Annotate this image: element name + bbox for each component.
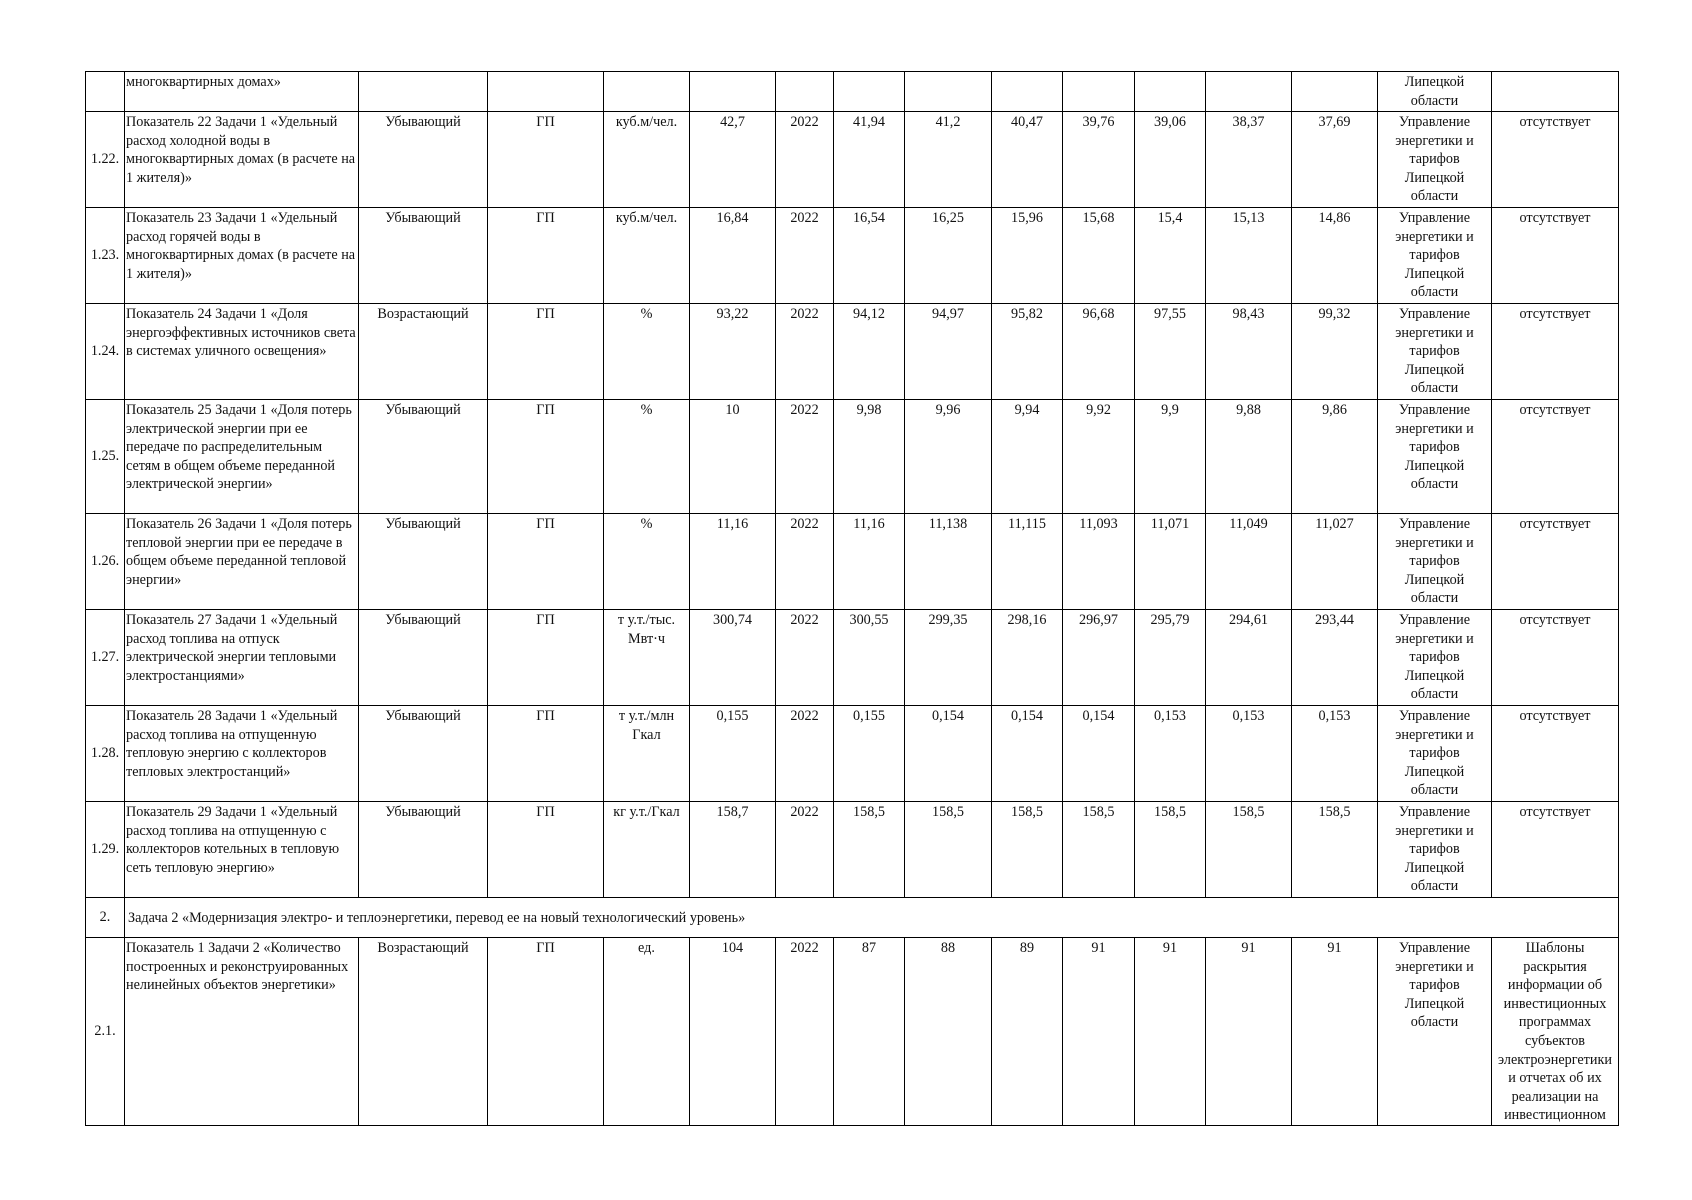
- cell-v3: 15,96: [992, 208, 1063, 304]
- cell-base: 93,22: [690, 304, 776, 400]
- task-title: Задача 2 «Модернизация электро- и теплоэнергетики, перевод ее на новый технологический уровень»: [125, 898, 1619, 938]
- cell-v3: 0,154: [992, 706, 1063, 802]
- cell-v1: 9,98: [834, 400, 905, 514]
- cell-v3: 298,16: [992, 610, 1063, 706]
- cell-trend: Убывающий: [359, 400, 488, 514]
- cell-level: ГП: [488, 400, 604, 514]
- cell-v7: 158,5: [1292, 802, 1378, 898]
- cell-v3: [992, 72, 1063, 112]
- cell-system: отсутствует: [1492, 208, 1619, 304]
- cell-unit: %: [604, 514, 690, 610]
- cell-responsible: Управление энергетики и тарифов Липецкой области: [1378, 112, 1492, 208]
- task-row: [86, 898, 1619, 938]
- cell-unit: кг у.т./Гкал: [604, 802, 690, 898]
- cell-responsible: Управление энергетики и тарифов Липецкой области: [1378, 706, 1492, 802]
- cell-unit: ед.: [604, 938, 690, 1126]
- cell-unit: куб.м/чел.: [604, 208, 690, 304]
- table-row: [86, 304, 1619, 400]
- cell-trend: Убывающий: [359, 208, 488, 304]
- cell-v1: 11,16: [834, 514, 905, 610]
- cell-base: 11,16: [690, 514, 776, 610]
- cell-v3: 158,5: [992, 802, 1063, 898]
- cell-system: отсутствует: [1492, 610, 1619, 706]
- cell-num: 1.22.: [86, 112, 125, 208]
- cell-system: отсутствует: [1492, 112, 1619, 208]
- cell-name: Показатель 22 Задачи 1 «Удельный расход холодной воды в многоквартирных домах (в расчете на 1 жителя)»: [125, 112, 359, 208]
- cell-v2: 88: [905, 938, 992, 1126]
- cell-v2: [905, 72, 992, 112]
- cell-num: 1.28.: [86, 706, 125, 802]
- cell-v4: 296,97: [1063, 610, 1135, 706]
- cell-year: 2022: [776, 610, 834, 706]
- cell-trend: Убывающий: [359, 514, 488, 610]
- cell-year: 2022: [776, 304, 834, 400]
- cell-level: ГП: [488, 802, 604, 898]
- cell-level: ГП: [488, 610, 604, 706]
- cell-unit: куб.м/чел.: [604, 112, 690, 208]
- cell-v3: 89: [992, 938, 1063, 1126]
- cell-v2: 0,154: [905, 706, 992, 802]
- cell-v2: 9,96: [905, 400, 992, 514]
- cell-v3: 9,94: [992, 400, 1063, 514]
- cell-v4: 39,76: [1063, 112, 1135, 208]
- cell-num: 1.24.: [86, 304, 125, 400]
- cell-responsible: Управление энергетики и тарифов Липецкой области: [1378, 514, 1492, 610]
- cell-system: отсутствует: [1492, 304, 1619, 400]
- cell-v5: 9,9: [1135, 400, 1206, 514]
- cell-unit: т у.т./млн Гкал: [604, 706, 690, 802]
- cell-year: 2022: [776, 938, 834, 1126]
- table-row: [86, 610, 1619, 706]
- cell-name: Показатель 29 Задачи 1 «Удельный расход топлива на отпущенную с коллекторов котельных в тепловую сеть тепловую энергию»: [125, 802, 359, 898]
- cell-v6: 294,61: [1206, 610, 1292, 706]
- cell-name: многоквартирных домах»: [125, 72, 359, 112]
- cell-v7: 293,44: [1292, 610, 1378, 706]
- cell-v1: 94,12: [834, 304, 905, 400]
- cell-level: ГП: [488, 304, 604, 400]
- cell-v1: 16,54: [834, 208, 905, 304]
- cell-base: 0,155: [690, 706, 776, 802]
- cell-v2: 94,97: [905, 304, 992, 400]
- cell-trend: Убывающий: [359, 706, 488, 802]
- cell-v6: 11,049: [1206, 514, 1292, 610]
- cell-year: 2022: [776, 802, 834, 898]
- cell-v7: 14,86: [1292, 208, 1378, 304]
- cell-v2: 299,35: [905, 610, 992, 706]
- cell-v2: 16,25: [905, 208, 992, 304]
- cell-trend: Убывающий: [359, 112, 488, 208]
- cell-v5: 15,4: [1135, 208, 1206, 304]
- cell-num: 1.26.: [86, 514, 125, 610]
- cell-v2: 158,5: [905, 802, 992, 898]
- table-row: [86, 802, 1619, 898]
- table-row: [86, 208, 1619, 304]
- document-page: [85, 71, 1619, 1126]
- cell-unit: %: [604, 304, 690, 400]
- cell-num: 1.29.: [86, 802, 125, 898]
- cell-year: 2022: [776, 400, 834, 514]
- cell-responsible: Управление энергетики и тарифов Липецкой области: [1378, 802, 1492, 898]
- cell-unit: [604, 72, 690, 112]
- cell-v5: [1135, 72, 1206, 112]
- table-row: [86, 514, 1619, 610]
- cell-v6: [1206, 72, 1292, 112]
- cell-v4: [1063, 72, 1135, 112]
- cell-v2: 41,2: [905, 112, 992, 208]
- cell-v5: 97,55: [1135, 304, 1206, 400]
- cell-level: ГП: [488, 112, 604, 208]
- cell-v6: 9,88: [1206, 400, 1292, 514]
- cell-num: 1.27.: [86, 610, 125, 706]
- cell-unit: %: [604, 400, 690, 514]
- cell-v6: 15,13: [1206, 208, 1292, 304]
- cell-num: 2.1.: [86, 938, 125, 1126]
- cell-level: ГП: [488, 208, 604, 304]
- cell-name: Показатель 24 Задачи 1 «Доля энергоэффективных источников света в системах уличного освещения»: [125, 304, 359, 400]
- cell-v2: 11,138: [905, 514, 992, 610]
- cell-v7: 11,027: [1292, 514, 1378, 610]
- cell-v6: 158,5: [1206, 802, 1292, 898]
- cell-v6: 38,37: [1206, 112, 1292, 208]
- cell-v3: 95,82: [992, 304, 1063, 400]
- cell-v3: 11,115: [992, 514, 1063, 610]
- cell-v7: 9,86: [1292, 400, 1378, 514]
- cell-year: 2022: [776, 112, 834, 208]
- cell-trend: Возрастающий: [359, 304, 488, 400]
- table-row-continuation: [86, 72, 1619, 112]
- cell-v4: 9,92: [1063, 400, 1135, 514]
- cell-v1: 0,155: [834, 706, 905, 802]
- cell-v1: 87: [834, 938, 905, 1126]
- cell-v6: 91: [1206, 938, 1292, 1126]
- cell-v5: 11,071: [1135, 514, 1206, 610]
- cell-v4: 96,68: [1063, 304, 1135, 400]
- cell-v1: 158,5: [834, 802, 905, 898]
- cell-num: 2.: [86, 898, 125, 938]
- cell-year: [776, 72, 834, 112]
- cell-system: отсутствует: [1492, 514, 1619, 610]
- cell-v7: 0,153: [1292, 706, 1378, 802]
- cell-base: 104: [690, 938, 776, 1126]
- cell-v7: 99,32: [1292, 304, 1378, 400]
- cell-v7: 91: [1292, 938, 1378, 1126]
- cell-base: 16,84: [690, 208, 776, 304]
- cell-v4: 11,093: [1063, 514, 1135, 610]
- cell-v7: [1292, 72, 1378, 112]
- cell-v1: 41,94: [834, 112, 905, 208]
- cell-level: ГП: [488, 706, 604, 802]
- table-row: [86, 706, 1619, 802]
- cell-year: 2022: [776, 208, 834, 304]
- cell-responsible: Управление энергетики и тарифов Липецкой области: [1378, 304, 1492, 400]
- cell-base: 300,74: [690, 610, 776, 706]
- indicators-table: [85, 71, 1619, 1126]
- cell-name: Показатель 26 Задачи 1 «Доля потерь тепловой энергии при ее передаче в общем объеме переданной тепловой энергии»: [125, 514, 359, 610]
- cell-v7: 37,69: [1292, 112, 1378, 208]
- cell-system: [1492, 72, 1619, 112]
- cell-base: [690, 72, 776, 112]
- cell-v1: 300,55: [834, 610, 905, 706]
- cell-num: 1.25.: [86, 400, 125, 514]
- cell-system: отсутствует: [1492, 400, 1619, 514]
- cell-responsible: Управление энергетики и тарифов Липецкой области: [1378, 400, 1492, 514]
- cell-responsible: Управление энергетики и тарифов Липецкой области: [1378, 938, 1492, 1126]
- cell-trend: [359, 72, 488, 112]
- cell-base: 42,7: [690, 112, 776, 208]
- cell-year: 2022: [776, 706, 834, 802]
- cell-name: Показатель 25 Задачи 1 «Доля потерь электрической энергии при ее передаче по распределительным сетям в общем объеме переданной электрической энергии»: [125, 400, 359, 514]
- table-row: [86, 938, 1619, 1126]
- cell-v6: 0,153: [1206, 706, 1292, 802]
- cell-v6: 98,43: [1206, 304, 1292, 400]
- cell-responsible: Управление энергетики и тарифов Липецкой области: [1378, 208, 1492, 304]
- table-row: [86, 400, 1619, 514]
- cell-responsible: Липецкой области: [1378, 72, 1492, 112]
- cell-v5: 39,06: [1135, 112, 1206, 208]
- cell-base: 10: [690, 400, 776, 514]
- cell-year: 2022: [776, 514, 834, 610]
- cell-level: [488, 72, 604, 112]
- cell-system: Шаблоны раскрытия информации об инвестиционных программах субъектов электроэнергетики и отчетах об их реализации на инвестиционном: [1492, 938, 1619, 1126]
- table-row: [86, 112, 1619, 208]
- cell-v5: 158,5: [1135, 802, 1206, 898]
- cell-responsible: Управление энергетики и тарифов Липецкой области: [1378, 610, 1492, 706]
- cell-v5: 0,153: [1135, 706, 1206, 802]
- cell-trend: Убывающий: [359, 802, 488, 898]
- cell-v1: [834, 72, 905, 112]
- cell-v4: 0,154: [1063, 706, 1135, 802]
- cell-base: 158,7: [690, 802, 776, 898]
- cell-level: ГП: [488, 938, 604, 1126]
- cell-num: [86, 72, 125, 112]
- cell-trend: Убывающий: [359, 610, 488, 706]
- cell-level: ГП: [488, 514, 604, 610]
- cell-system: отсутствует: [1492, 802, 1619, 898]
- cell-v5: 295,79: [1135, 610, 1206, 706]
- cell-name: Показатель 28 Задачи 1 «Удельный расход топлива на отпущенную тепловую энергию с коллекторов тепловых электростанций»: [125, 706, 359, 802]
- cell-v4: 91: [1063, 938, 1135, 1126]
- cell-name: Показатель 27 Задачи 1 «Удельный расход топлива на отпуск электрической энергии тепловыми электростанциями»: [125, 610, 359, 706]
- cell-v3: 40,47: [992, 112, 1063, 208]
- cell-v4: 15,68: [1063, 208, 1135, 304]
- cell-unit: т у.т./тыс. Мвт·ч: [604, 610, 690, 706]
- cell-trend: Возрастающий: [359, 938, 488, 1126]
- cell-name: Показатель 23 Задачи 1 «Удельный расход горячей воды в многоквартирных домах (в расчете на 1 жителя)»: [125, 208, 359, 304]
- cell-system: отсутствует: [1492, 706, 1619, 802]
- cell-name: Показатель 1 Задачи 2 «Количество построенных и реконструированных нелинейных объектов энергетики»: [125, 938, 359, 1126]
- cell-num: 1.23.: [86, 208, 125, 304]
- cell-v4: 158,5: [1063, 802, 1135, 898]
- cell-v5: 91: [1135, 938, 1206, 1126]
